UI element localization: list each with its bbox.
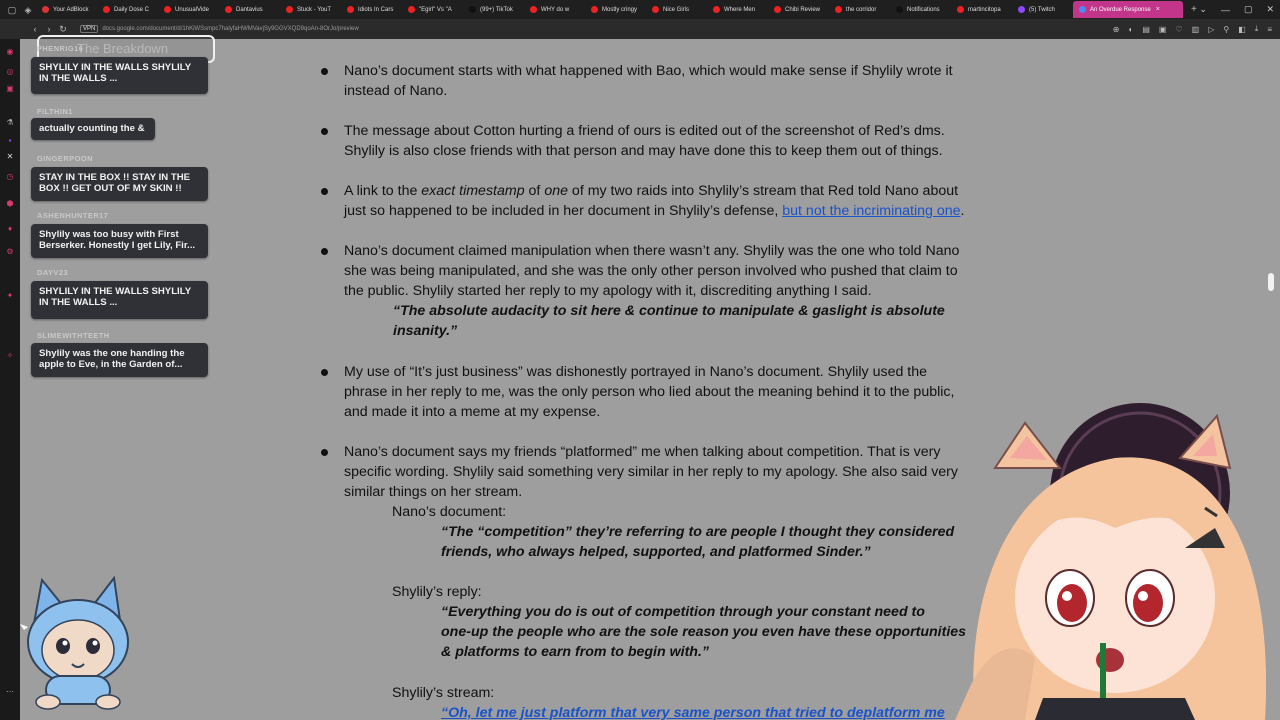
browser-tab[interactable]: [890, 1, 949, 18]
tab-favicon-icon: [896, 6, 903, 13]
vtuber-avatar: [955, 398, 1280, 720]
browser-tab[interactable]: [646, 1, 705, 18]
chat-message: STAY IN THE BOX !! STAY IN THE BOX !! GET OUT OF MY SKIN !!: [31, 167, 208, 201]
tab-title: Notifications: [907, 6, 940, 13]
browser-tab[interactable]: [97, 1, 156, 18]
tab-title: Nice Girls: [663, 6, 690, 13]
text-line: the public. Shylily started her reply to my apology with it, discrediting anything I said.: [344, 283, 872, 300]
extensions-icon[interactable]: ⚲: [1223, 24, 1230, 34]
reader-icon[interactable]: ▤: [1142, 24, 1150, 34]
instagram-icon[interactable]: ▣: [6, 84, 14, 93]
text-line: My use of “It’s just business” was dishonestly portrayed in Nano’s document. Shylily used the: [344, 364, 928, 380]
download-icon[interactable]: ⤓: [1254, 24, 1259, 33]
tab-title: WHY do w: [541, 6, 570, 13]
tab-favicon-icon: [103, 6, 110, 13]
tab-search-icon[interactable]: ⌄: [1199, 4, 1207, 14]
page-actions-icon[interactable]: ◐: [1128, 24, 1134, 34]
bullet-dot: [321, 68, 328, 75]
bullet-text-3: [344, 181, 994, 221]
tab-title: An Overdue Response: [1090, 6, 1151, 13]
browser-tab[interactable]: [36, 1, 95, 18]
tab-favicon-icon: [42, 6, 49, 13]
chat-message: Shylily was the one handing the apple to Eve, in the Garden of...: [31, 343, 208, 377]
settings-icon[interactable]: ⚙: [6, 247, 14, 256]
text-run: of: [524, 183, 545, 199]
tab-title: Idiots In Cars: [358, 6, 394, 13]
quote-line: one-up the people who are the sole reason you even have these opportunities: [441, 624, 967, 641]
close-tab-icon[interactable]: ×: [1155, 6, 1160, 13]
tab-title: (5) Twitch: [1029, 6, 1055, 13]
browser-tab[interactable]: [402, 1, 461, 18]
incriminating-link[interactable]: but not the incriminating one: [782, 203, 961, 220]
browser-tab[interactable]: [219, 1, 278, 18]
quote-line: “The absolute audacity to sit here & continue to manipulate & gaslight is absolute: [393, 303, 945, 319]
maximize-window-button[interactable]: ▢: [1243, 4, 1253, 14]
browser-tab[interactable]: [707, 1, 766, 18]
close-window-button[interactable]: ✕: [1266, 4, 1274, 14]
chat-username: ASHENHUNTER17: [37, 211, 109, 220]
browser-tab[interactable]: [585, 1, 644, 18]
text-run: A link to the: [344, 183, 422, 199]
browser-tab-bar: [0, 0, 1280, 19]
text-run: of my two raids into Shylily’s stream that Red told Nano about: [567, 183, 959, 199]
browser-tab[interactable]: [341, 1, 400, 18]
pinboard-icon[interactable]: ⬢: [6, 199, 14, 208]
tab-title: Where Men: [724, 6, 756, 13]
forward-button[interactable]: ›: [47, 24, 51, 34]
text-line: Nano’s document claimed manipulation when there wasn’t any. Shylily was the one who told Nano: [344, 243, 960, 259]
tab-favicon-icon: [652, 6, 659, 13]
workspace-icon[interactable]: ◈: [24, 4, 32, 15]
quote-line: friends, who always helped, supported, and platformed Sinder.”: [441, 544, 871, 561]
browser-tab[interactable]: [463, 1, 522, 18]
tab-title: Chibi Review: [785, 6, 821, 13]
bullet-text-2: [344, 121, 994, 161]
chat-username: SLIMEWITHTEETH: [37, 331, 110, 340]
workspace-item-icon[interactable]: ♦: [7, 224, 13, 233]
messenger-icon[interactable]: ◎: [6, 67, 14, 76]
chat-username: GINGERPOON: [37, 154, 93, 163]
text-line: [344, 181, 994, 201]
sidebar-icon[interactable]: ▥: [1191, 24, 1200, 34]
opera-icon[interactable]: ◉: [6, 47, 14, 56]
url-field[interactable]: docs.google.com/document/d/1hKiWSsmpc7halyfaHWMVavjSy9GGVXQD9qoAn-8OrJo/preview: [102, 26, 359, 32]
tab-favicon-icon: [469, 6, 476, 13]
quote-line: insanity.”: [393, 323, 458, 340]
bullet-text-1: [344, 61, 994, 101]
tab-favicon-icon: [347, 6, 354, 13]
sub-label: Nano’s document:: [392, 504, 507, 520]
scrollbar-thumb[interactable]: [1268, 273, 1274, 291]
emphasis-text: one: [544, 183, 568, 199]
browser-tab[interactable]: [158, 1, 217, 18]
text-line: phrase in her reply to me, was the only person who lied about the meaning behind it to the public,: [344, 384, 955, 401]
reload-button[interactable]: ↻: [59, 23, 67, 34]
tab-title: Dantavius: [236, 6, 263, 13]
tab-title: Your AdBlock: [53, 6, 89, 13]
block-quote: [393, 301, 993, 341]
tab-favicon-icon: [164, 6, 171, 13]
menu-icon[interactable]: ≡: [1267, 24, 1272, 34]
tab-favicon-icon: [591, 6, 598, 13]
new-tab-button[interactable]: +: [1191, 4, 1197, 15]
tab-favicon-icon: [713, 6, 720, 13]
browser-tab[interactable]: [280, 1, 339, 18]
bullet-dot: [321, 248, 328, 255]
tab-favicon-icon: [408, 6, 415, 13]
text-line: Nano’s document starts with what happened with Bao, which would make sense if Shylily wrote it: [344, 63, 953, 79]
text-run: just so happened to be included in her document in Shylily’s defense,: [344, 203, 783, 220]
overlay-title: The Breakdown: [77, 41, 169, 56]
block-quote: [441, 602, 1011, 662]
text-line: [344, 201, 994, 221]
text-line: specific wording. Shylily said something very similar in her reply to my apology. She also said very: [344, 464, 958, 481]
browser-tab[interactable]: [951, 1, 1010, 18]
tab-title: Daily Dose C: [114, 6, 150, 13]
history-icon[interactable]: ◷: [6, 172, 14, 181]
bullet-text-4: [344, 241, 994, 301]
text-line: instead of Nano.: [344, 83, 448, 100]
cat-mascot-avatar: [18, 572, 136, 712]
screenshot-icon[interactable]: ▣: [1158, 24, 1167, 34]
text-line: she was being manipulated, and she was the only other person involved who pushed that claim to: [344, 263, 958, 280]
bullet-text-5: [344, 362, 994, 422]
tab-title: UnusualVide: [175, 6, 209, 13]
quote-line: & platforms to earn from to begin with.”: [441, 644, 709, 661]
chat-message: SHYLILY IN THE WALLS SHYLILY IN THE WALLS ...: [31, 57, 208, 94]
tab-favicon-icon: [1079, 6, 1086, 13]
tab-favicon-icon: [1018, 6, 1025, 13]
bookmark-heart-icon[interactable]: ♡: [1175, 24, 1183, 34]
minimize-window-button[interactable]: —: [1220, 4, 1230, 15]
text-line: similar things on her stream.: [344, 484, 523, 501]
block-quote: [441, 522, 1001, 562]
more-icon[interactable]: ⋯: [6, 687, 14, 696]
chat-message: Shylily was too busy with First Berserker. Honestly I get Lily, Fir...: [31, 224, 208, 258]
text-line: The message about Cotton hurting a friend of ours is edited out of the screenshot of Red’s dms.: [344, 123, 945, 139]
back-button[interactable]: ‹: [33, 24, 37, 34]
text-run: .: [960, 203, 965, 220]
tab-favicon-icon: [957, 6, 964, 13]
text-line: Shylily is also close friends with that person and may have done this to keep them out of things.: [344, 143, 943, 160]
emphasis-text: exact timestamp: [421, 183, 525, 199]
tab-title: "Egirl" Vs "A: [419, 6, 452, 13]
tab-title: martincitopa: [968, 6, 1001, 13]
block-quote-link[interactable]: [441, 703, 1021, 720]
player-icon[interactable]: ▷: [1208, 24, 1215, 34]
tab-title: the corridor: [846, 6, 877, 13]
bullet-dot: [321, 188, 328, 195]
tab-favicon-icon: [835, 6, 842, 13]
extras-icon[interactable]: ✧: [6, 351, 14, 360]
tab-favicon-icon: [530, 6, 537, 13]
tab-title: Mostly cringy: [602, 6, 638, 13]
tab-favicon-icon: [774, 6, 781, 13]
chat-message: actually counting the &: [31, 118, 155, 140]
browser-tab[interactable]: [1012, 1, 1071, 18]
tab-favicon-icon: [286, 6, 293, 13]
x-icon[interactable]: ✕: [6, 152, 14, 161]
chat-message: SHYLILY IN THE WALLS SHYLILY IN THE WALLS ...: [31, 281, 208, 319]
browser-tab[interactable]: [768, 1, 827, 18]
chat-username: PHENRIG16: [37, 44, 84, 53]
zoom-icon[interactable]: ⊕: [1112, 24, 1120, 34]
bullet-text-6: [344, 442, 994, 502]
sidebar-panel: [0, 39, 20, 720]
bullet-dot: [321, 369, 328, 376]
bullet-dot: [321, 128, 328, 135]
text-line: and made it into a meme at my expense.: [344, 404, 601, 421]
easy-setup-icon[interactable]: ◧: [1238, 24, 1246, 34]
quote-line: “The “competition” they’re referring to are people I thought they considered: [441, 524, 955, 540]
sub-label: Shylily’s stream:: [392, 685, 495, 701]
tab-title: Stuck - YouT: [297, 6, 332, 13]
tab-favicon-icon: [225, 6, 232, 13]
tab-actions-icon[interactable]: ▢: [7, 4, 17, 15]
browser-tab[interactable]: [1073, 1, 1183, 18]
twitch-icon[interactable]: ▪: [8, 136, 12, 145]
browser-tab[interactable]: [524, 1, 583, 18]
quote-line: “Everything you do is out of competition through your constant need to: [441, 604, 925, 620]
ai-icon[interactable]: ⚗: [6, 118, 14, 127]
browser-tab[interactable]: [829, 1, 888, 18]
chat-username: DAYV23: [37, 268, 69, 277]
sub-label: Shylily’s reply:: [392, 584, 482, 600]
flow-icon[interactable]: ✦: [6, 291, 14, 300]
chat-username: FILTHIN1: [37, 107, 73, 116]
quote-line: “Oh, let me just platform that very same person that tried to deplatform me: [441, 705, 945, 720]
text-line: Nano’s document says my friends “platformed” me when talking about competition. That is very: [344, 444, 941, 460]
tab-title: (99+) TikTok: [480, 6, 513, 13]
vpn-badge[interactable]: VPN: [80, 25, 98, 33]
bullet-dot: [321, 449, 328, 456]
